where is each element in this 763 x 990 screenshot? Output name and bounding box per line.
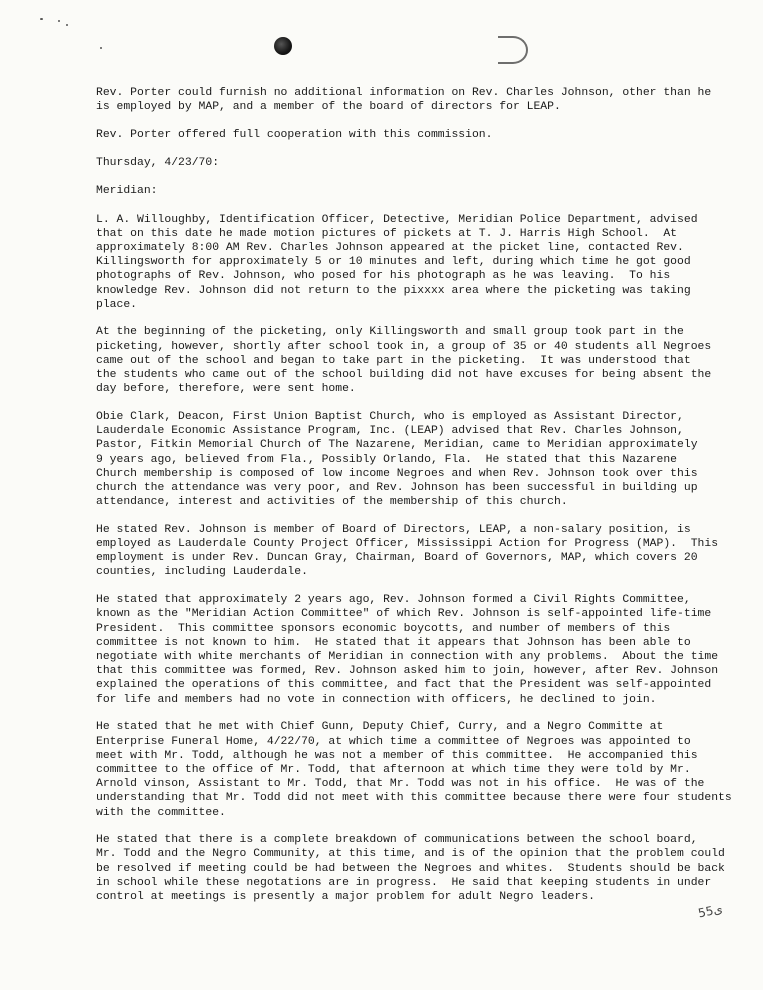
speck [58, 20, 60, 22]
punch-hole-mark [274, 37, 292, 55]
paragraph-chief-gunn-meeting: He stated that he met with Chief Gunn, Deputy Chief, Curry, and a Negro Committe at Enterprise Funeral Home, 4/22/70, at which time a committee of Negroes was appointed to meet with Mr. Todd, although he was not a member of this committee. He accompanied this committee to the office of Mr. Todd, that afternoon at which time they were told by Mr. Arnold vinson, Assistant to Mr. Todd, that Mr. Todd was not in his office. He was of the understanding that Mr. Todd did not meet with this committee because there were four students with the committee. [96, 721, 732, 819]
speck [100, 47, 102, 49]
document-body [96, 86, 746, 918]
date-heading: Thursday, 4/23/70: [96, 157, 220, 170]
paragraph-porter-cooperation: Rev. Porter offered full cooperation with this commission. [96, 128, 493, 141]
paragraph-willoughby: L. A. Willoughby, Identification Officer, Detective, Meridian Police Department, advised that on this date he made motion pictures of pickets at T. J. Harris High School. At approximately 8:00 AM Rev. Charles Johnson appeared at the picket line, contacted Rev. Killingsworth for approximately 5 or 10 minutes and left, during which time he got good photographs of Rev. Johnson, who posed for his photograph as he was leaving. To his knowledge Rev. Johnson did not return to the pixxxx area where the picketing was taking place. [96, 213, 698, 311]
location-heading: Meridian: [96, 185, 158, 198]
paper-artifact-mark [498, 36, 528, 64]
paragraph-civil-rights-committee: He stated that approximately 2 years ago, Rev. Johnson formed a Civil Rights Committee, known as the "Meridian Action Committee" of which Rev. Johnson is self-appointed life-time President. This committee sponsors economic boycotts, and number of members of this committee is not known to him. He stated that it appears that Johnson has been able to negotiate with white merchants of Meridian in connection with any problems. About the time that this committee was formed, Rev. Johnson asked him to join, however, after Rev. Johnson explained the operations of this committee, and fact that the President was self-appointed for life and members had no vote in connection with officers, he declined to join. [96, 594, 719, 706]
paragraph-board-of-directors: He stated Rev. Johnson is member of Board of Directors, LEAP, a non-salary position, is employed as Lauderdale County Project Officer, Mississippi Action for Progress (MAP). This employment is under Rev. Duncan Gray, Chairman, Board of Governors, MAP, which covers 20 counties, including Lauderdale. [96, 523, 719, 579]
paragraph-porter-info: Rev. Porter could furnish no additional information on Rev. Charles Johnson, other than he is employed by MAP, and a member of the board of directors for LEAP. [96, 87, 712, 114]
paragraph-picketing: At the beginning of the picketing, only Killingsworth and small group took part in the picketing, however, shortly after school took in, a group of 35 or 40 students all Negroes came out of the school and began to take part in the picketing. It was understood that the students who came out of the school building did not have excuses for being absent the day before, therefore, were sent home. [96, 326, 712, 396]
paragraph-obie-clark: Obie Clark, Deacon, First Union Baptist Church, who is employed as Assistant Director, Lauderdale Economic Assistance Program, Inc. (LEAP) advised that Rev. Charles Johnson, Pastor, Fitkin Memorial Church of The Nazarene, Meridian, came to Meridian approximately 9 years ago, believed from Fla., Possibly Orlando, Fla. He stated that this Nazarene Church membership is composed of low income Negroes and when Rev. Johnson took over this church the attendance was very poor, and Rev. Johnson has been successful in building up attendance, interest and activities of the membership of this church. [96, 410, 698, 509]
handwritten-mark: ى55 [697, 901, 725, 921]
paragraph-communications-breakdown: He stated that there is a complete breakdown of communications between the school board, Mr. Todd and the Negro Community, at this time, and is of the opinion that the problem could be resolved if meeting could be had between the Negroes and whites. Students should be back in school while these negotations are in progress. He said that keeping students in under control at meetings is presently a major problem for adult Negro leaders. [96, 834, 725, 904]
speck [66, 24, 68, 26]
speck [40, 18, 43, 20]
